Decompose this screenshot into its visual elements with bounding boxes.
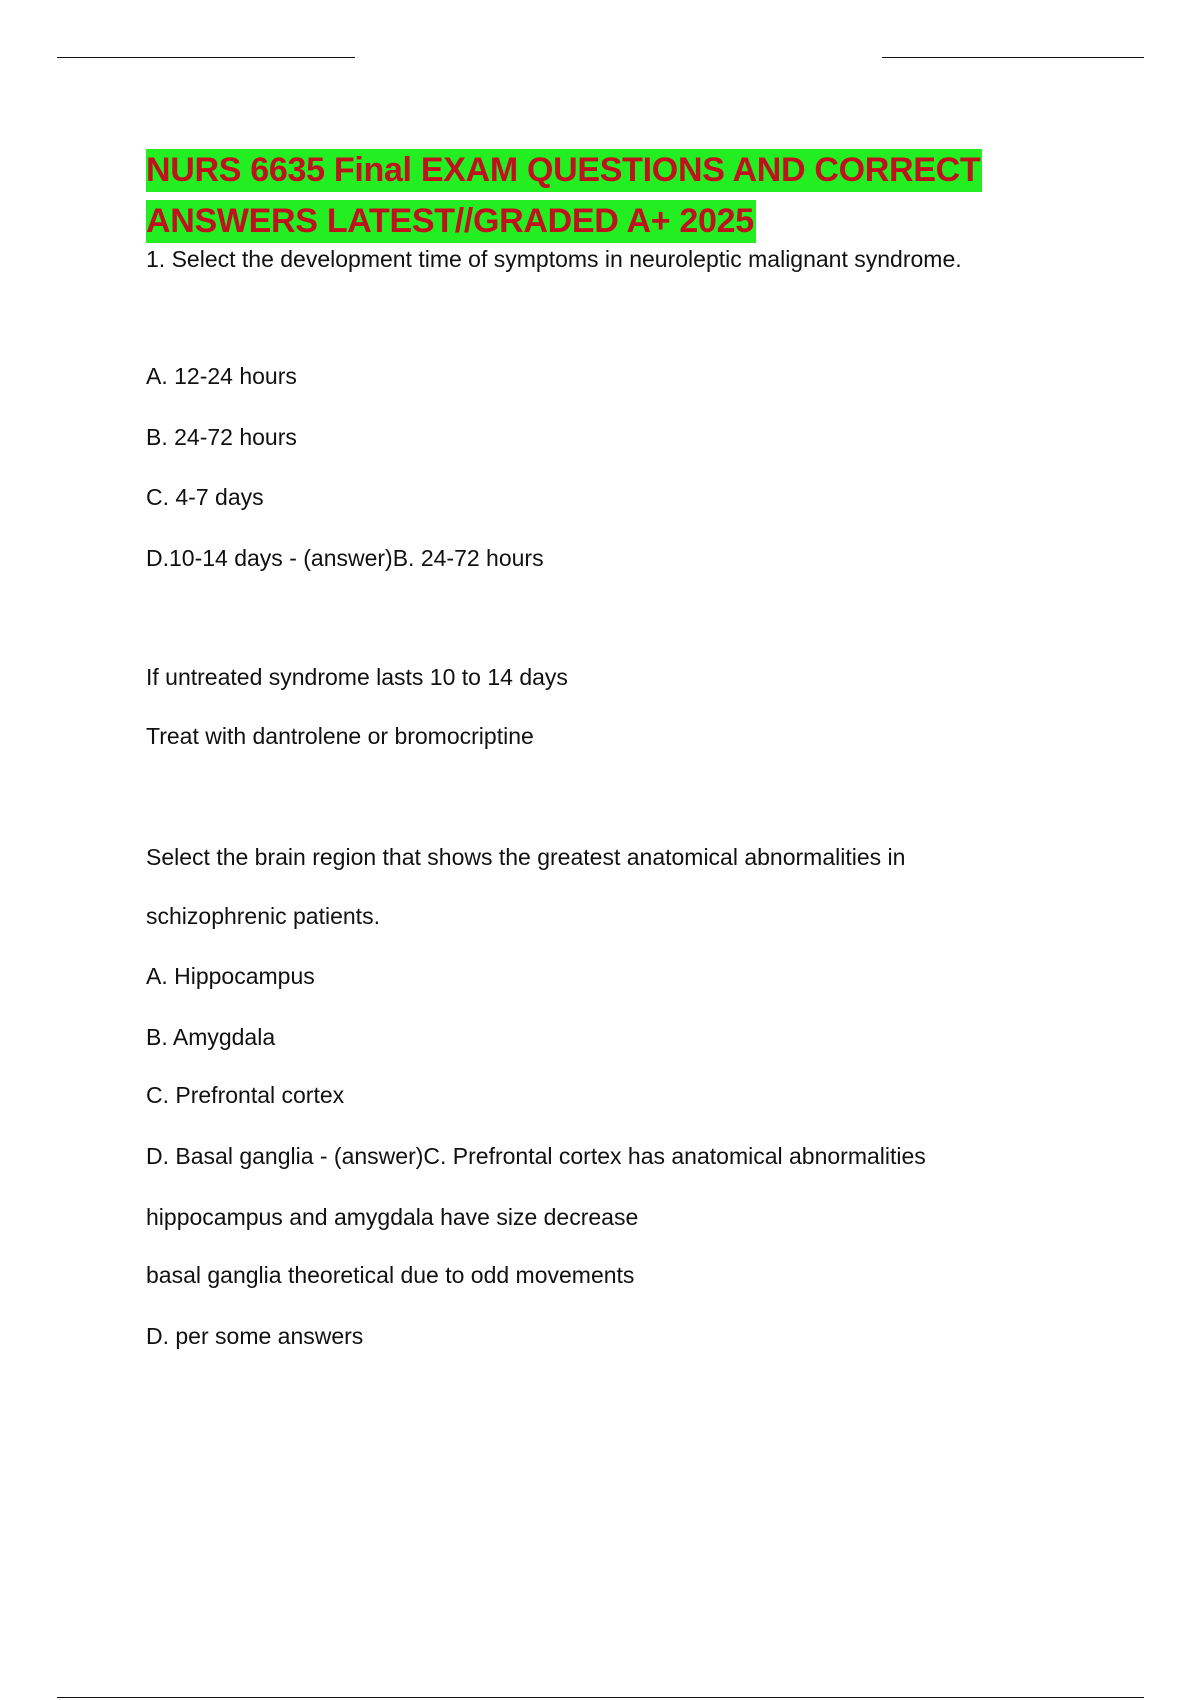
question-2-note-2: basal ganglia theoretical due to odd movements — [146, 1262, 635, 1288]
question-1-option-b: B. 24-72 hours — [146, 424, 297, 450]
header-rule-left — [57, 57, 355, 58]
title-highlight: NURS 6635 Final EXAM QUESTIONS AND CORRECT ANSWERS LATEST//GRADED A+ 2025 — [146, 149, 982, 243]
question-2-option-d-answer: D. Basal ganglia - (answer)C. Prefrontal cortex has anatomical abnormalities — [146, 1143, 926, 1169]
question-2-note-1: hippocampus and amygdala have size decrease — [146, 1204, 639, 1230]
question-1-option-c: C. 4-7 days — [146, 484, 264, 510]
question-2-option-a: A. Hippocampus — [146, 963, 315, 989]
question-2-option-c: C. Prefrontal cortex — [146, 1082, 345, 1108]
question-1-option-a: A. 12-24 hours — [146, 363, 297, 389]
question-1-prompt: 1. Select the development time of symptoms in neuroleptic malignant syndrome. — [146, 246, 962, 272]
question-1-note-1: If untreated syndrome lasts 10 to 14 days — [146, 664, 568, 690]
question-1-option-d-answer: D.10-14 days - (answer)B. 24-72 hours — [146, 545, 544, 571]
document-body — [146, 145, 1106, 1349]
question-1-note-2: Treat with dantrolene or bromocriptine — [146, 723, 534, 749]
question-2-prompt-line-1: Select the brain region that shows the greatest anatomical abnormalities in — [146, 844, 906, 870]
question-2-note-3: D. per some answers — [146, 1323, 364, 1349]
question-2-option-b: B. Amygdala — [146, 1024, 276, 1050]
header-rule-right — [882, 57, 1144, 58]
question-2-prompt-line-2: schizophrenic patients. — [146, 903, 380, 929]
footer-rule — [57, 1697, 1144, 1698]
document-title — [146, 145, 1106, 247]
